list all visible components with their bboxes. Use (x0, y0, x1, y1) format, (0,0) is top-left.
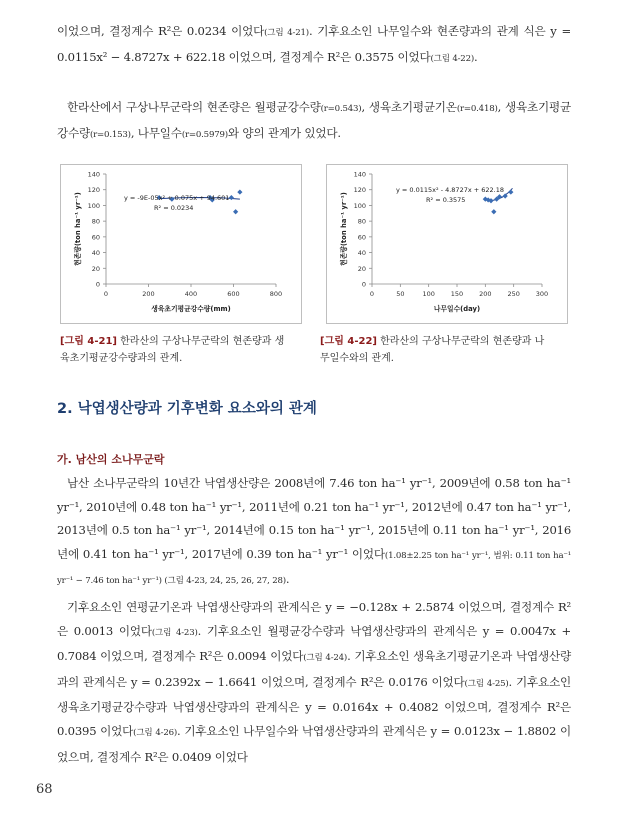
para-text: , 생육초기평균강수량 (57, 100, 571, 140)
x-tick-label: 250 (507, 290, 520, 298)
y-tick-label: 40 (91, 249, 100, 258)
r-value: (r=0.543) (320, 104, 362, 114)
intro-text: . 기후요소인 나무일수와 현존량과의 관계 (308, 24, 519, 38)
y-axis-label: 현존량(ton ha⁻¹ yr⁻¹) (340, 192, 348, 266)
y-tick-label: 20 (91, 264, 100, 273)
section-title: 2. 낙엽생산량과 기후변화 요소와의 관계 (57, 401, 317, 417)
caption-tag: [그림 4-21] (60, 336, 117, 347)
body-text: . 기후요소인 생육초기평균기온과 낙엽생산량과의 관계식은 y = 0.2392x − 1.6641 이었으며, 결정계수 R²은 0.0176 이었다 (57, 649, 571, 689)
page-number: 68 (36, 782, 53, 797)
y-tick-label: 120 (353, 186, 366, 195)
correlation-paragraph (57, 96, 571, 147)
r-value: (r=0.153) (90, 129, 131, 140)
r-squared-label: R² = 0.3575 (426, 196, 466, 204)
para-text: , 생육초기평균기온 (361, 100, 457, 114)
x-tick-label: 300 (535, 290, 549, 298)
y-tick-label: 0 (361, 280, 366, 289)
trend-equation: y = 0.0115x² - 4.8727x + 622.18 (396, 186, 505, 194)
y-axis-label: 현존량(ton ha⁻¹ yr⁻¹) (74, 192, 82, 266)
y-tick-label: 140 (87, 170, 100, 179)
body-text: . 기후요소인 나무일수와 낙엽생산량과의 관계식은 y = 0.0123x − 1.8802 이었으며, 결정계수 R²은 0.0409 이었다 (57, 723, 571, 764)
r-squared-label: R² = 0.0234 (154, 204, 194, 212)
x-tick-label: 600 (227, 290, 240, 298)
x-tick-label: 800 (269, 290, 283, 298)
para-text: 와 양의 관계가 있었다. (227, 125, 341, 140)
x-tick-label: 100 (422, 290, 435, 298)
intro-text: 이었으며, 결정계수 R²은 0.0234 이었다 (57, 24, 265, 38)
subsection-title: 가. 남산의 소나무군락 (57, 453, 165, 466)
caption-text: 육초기평균강수량과의 관계. (60, 353, 183, 364)
y-tick-label: 80 (357, 217, 366, 226)
caption-fig-4-22 (320, 333, 572, 367)
intro-paragraph (57, 20, 571, 71)
y-tick-label: 100 (87, 201, 100, 210)
x-axis-label: 나무일수(day) (433, 305, 481, 313)
x-tick-label: 200 (142, 290, 155, 298)
figure-ref: (그림 4-25) (464, 678, 509, 689)
chart-tree-days (326, 164, 568, 324)
x-tick-label: 200 (479, 290, 492, 298)
x-tick-label: 0 (103, 290, 109, 298)
range-note: (1.08±2.25 ton ha⁻¹ yr⁻¹, 범위: 0.11 ton ha⁻¹ yr⁻¹ − 7.46 ton ha⁻¹ yr⁻¹) (그림 4-23, 24, 25, 26, 27, 28) (57, 550, 571, 587)
y-tick-label: 0 (95, 280, 100, 289)
figure-ref: (그림 4-23) (151, 627, 198, 638)
figure-ref: (그림 4-22) (430, 53, 475, 64)
intro-text: 식은 y = 0.0115x² − 4.8727x + 622.18 이었으며, 결정계수 R²은 0.3575 이었다 (57, 24, 571, 64)
y-tick-label: 40 (357, 249, 366, 258)
y-tick-label: 100 (353, 201, 366, 210)
r-value: (r=0.5979) (181, 129, 228, 140)
y-tick-label: 60 (91, 233, 100, 242)
body-text: . 기후요소인 생육초기평균강수량과 낙엽생산량과의 관계식은 y = 0.0164x + 0.4082 이었으며, 결정계수 R²은 0.0395 이었다 (57, 674, 571, 738)
x-tick-label: 0 (369, 290, 375, 298)
x-tick-label: 50 (396, 290, 405, 298)
body-text: . 기후요소인 월평균강수량과 낙엽생산량과의 관계식은 y = 0.0047x + 0.7084 이었으며, 결정계수 R²은 0.0094 이었다 (57, 623, 571, 664)
litter-production-paragraph (57, 472, 571, 594)
caption-tag: [그림 4-22] (320, 336, 377, 347)
caption-text: 무일수와의 관계. (320, 353, 394, 364)
body-text: 남산 소나무군락의 10년간 낙엽생산량은 2008년에 7.46 ton ha⁻¹ yr⁻¹, 2009년에 0.58 ton ha⁻¹ yr⁻¹, 2010년에 0.48 ton ha⁻¹ yr⁻¹, 2011년에 0.21 ton ha⁻¹ yr⁻¹, 2012년에 0.47 ton ha⁻¹ yr⁻¹, 2013년에 0.5 ton ha⁻¹ yr⁻¹, 2014년에 0.15 ton ha⁻¹ yr⁻¹, 2015년에 0.11 ton ha⁻¹ yr⁻¹, 2016년에 0.41 ton ha⁻¹ yr⁻¹, 2017년에 0.39 ton ha⁻¹ yr⁻¹ 이었다 (57, 476, 571, 561)
para-text: 한라산에서 구상나무군락의 현존량은 월평균강수량 (67, 100, 321, 114)
chart-precipitation (60, 164, 302, 324)
regression-paragraph (57, 596, 571, 769)
y-tick-label: 80 (91, 217, 100, 226)
para-text: , 나무일수 (130, 125, 182, 140)
figure-ref: (그림 4-21) (264, 28, 309, 38)
y-tick-label: 60 (357, 233, 366, 242)
caption-text: 한라산의 구상나무군락의 현존량과 나 (376, 336, 545, 347)
x-axis-label: 생육초기평균강수량(mm) (151, 305, 231, 313)
intro-text: . (474, 49, 478, 64)
figure-ref: (그림 4-26) (133, 727, 178, 738)
x-tick-label: 150 (450, 290, 464, 298)
r-value: (r=0.418) (456, 104, 498, 114)
y-tick-label: 20 (357, 264, 366, 273)
y-tick-label: 120 (87, 186, 100, 195)
y-tick-label: 140 (353, 170, 366, 179)
trend-equation: y = -9E-05x² + 0.075x + 94.601 (124, 194, 230, 202)
caption-fig-4-21 (60, 333, 306, 367)
caption-text: 한라산의 구상나무군락의 현존량과 생 (116, 336, 285, 347)
body-text: . (285, 572, 290, 587)
x-tick-label: 400 (184, 290, 198, 298)
body-text: 기후요소인 연평균기온과 낙엽생산량과의 관계식은 y = −0.128x + 2.5874 이었으며, 결정계수 R²은 0.0013 이었다 (57, 600, 571, 638)
figure-ref: (그림 4-24) (303, 653, 348, 664)
